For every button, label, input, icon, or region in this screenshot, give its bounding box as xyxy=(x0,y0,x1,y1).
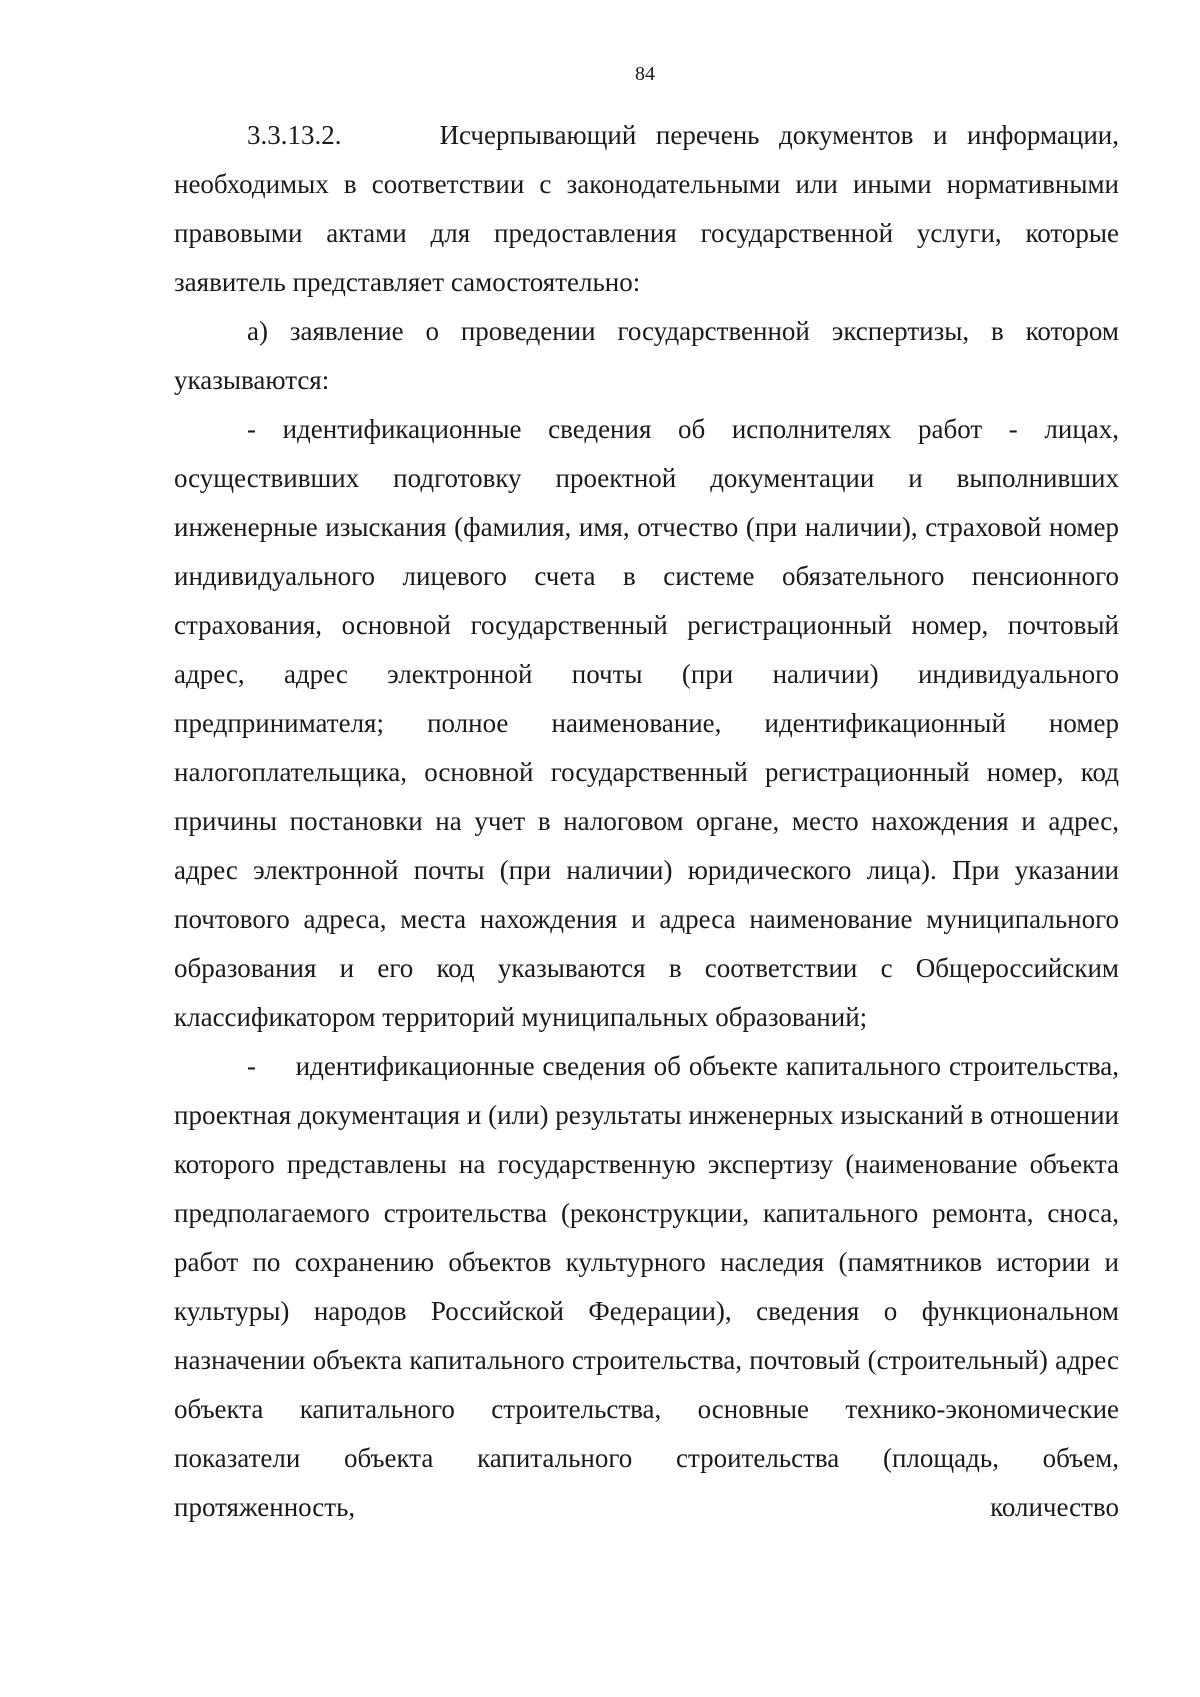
paragraph-a-application: а) заявление о проведении государственной экспертизы, в котором указываются: xyxy=(174,316,1119,395)
paragraph-object-info: - идентификационные сведения об объекте капитального строительства, проектная документация и (или) результаты инженерных изысканий в отношении которого представлены на государственную экспертизу (наименование объекта предполагаемого строительства (реконструкции, капитального ремонта, сноса, работ по сохранению объектов культурного наследия (памятников истории и культуры) народов Российской Федерации), сведения о функциональном назначении объекта капитального строительства, почтовый (строительный) адрес объекта капитального строительства, основные технико-экономические показатели объекта капитального строительства (площадь, объем, протяженность, количество xyxy=(174,1051,1119,1522)
page-number: 84 xyxy=(635,63,655,85)
document-body xyxy=(174,111,1119,1532)
paragraph-performers-info: - идентификационные сведения об исполнителях работ - лицах, осуществивших подготовку проектной документации и выполнивших инженерные изыскания (фамилия, имя, отчество (при наличии), страховой номер индивидуального лицевого счета в системе обязательного пенсионного страхования, основной государственный регистрационный номер, почтовый адрес, адрес электронной почты (при наличии) индивидуального предпринимателя; полное наименование, идентификационный номер налогоплательщика, основной государственный регистрационный номер, код причины постановки на учет в налоговом органе, место нахождения и адрес, адрес электронной почты (при наличии) юридического лица). При указании почтового адреса, места нахождения и адреса наименование муниципального образования и его код указываются в соответствии с Общероссийским классификатором территорий муниципальных образований; xyxy=(174,414,1119,1032)
paragraph-3-3-13-2: 3.3.13.2. Исчерпывающий перечень документов и информации, необходимых в соответствии с законодательными или иными нормативными правовыми актами для предоставления государственной услуги, которые заявитель представляет самостоятельно: xyxy=(174,120,1119,297)
